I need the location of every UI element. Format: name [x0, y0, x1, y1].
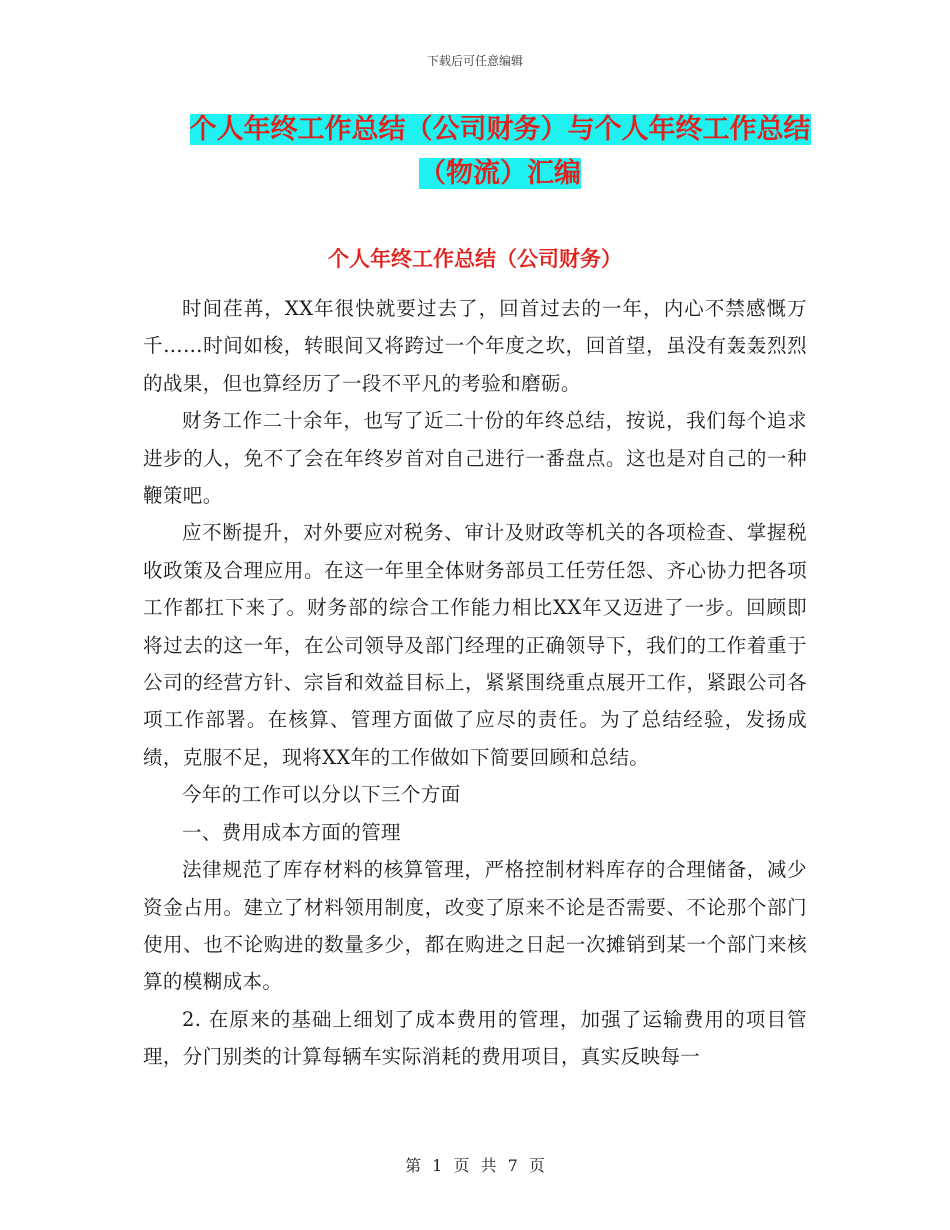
page-number-footer: 第 1 页 共 7 页: [405, 1156, 545, 1175]
paragraph: 法律规范了库存材料的核算管理，严格控制材料库存的合理储备，减少资金占用。建立了材料领用制度，改变了原来不论是否需要、不论那个部门使用、也不论购进的数量多少，都在购进之日起一次摊销到某一个部门来核算的模糊成本。: [143, 858, 807, 994]
paragraph: 财务工作二十余年，也写了近二十份的年终总结，按说，我们每个追求进步的人，免不了会在年终岁首对自己进行一番盘点。这也是对自己的一种鞭策吧。: [143, 409, 807, 508]
paragraph: 今年的工作可以分以下三个方面: [182, 783, 461, 807]
paragraph: 应不断提升，对外要应对税务、审计及财政等机关的各项检查、掌握税收政策及合理应用。在这一年里全体财务部员工任劳任怨、齐心协力把各项工作都扛下来了。财务部的综合工作能力相比XX年又迈进了一步。回顾即将过去的这一年，在公司领导及部门经理的正确领导下，我们的工作着重于公司的经营方针、宗旨和效益目标上，紧紧围绕重点展开工作，紧跟公司各项工作部署。在核算、管理方面做了应尽的责任。为了总结经验，发扬成绩，克服不足，现将XX年的工作做如下简要回顾和总结。: [143, 521, 807, 769]
title-line-1: 个人年终工作总结（公司财务）与个人年终工作总结: [189, 114, 811, 145]
title-line-2: （物流）汇编: [419, 158, 581, 189]
section-title: 个人年终工作总结（公司财务）: [328, 247, 622, 271]
paragraph: 一、费用成本方面的管理: [182, 820, 401, 844]
header-note: 下载后可任意编辑: [426, 54, 523, 68]
paragraph: 时间荏苒，XX年很快就要过去了，回首过去的一年，内心不禁感慨万千……时间如梭，转眼间又将跨过一个年度之坎，回首望，虽没有轰轰烈烈的战果，但也算经历了一段不平凡的考验和磨砺。: [143, 297, 807, 395]
document-title: [150, 108, 850, 196]
paragraph: 2. 在原来的基础上细划了成本费用的管理，加强了运输费用的项目管理，分门别类的计算每辆车实际消耗的费用项目，真实反映每一: [143, 1007, 807, 1069]
body-text: [143, 290, 807, 1076]
